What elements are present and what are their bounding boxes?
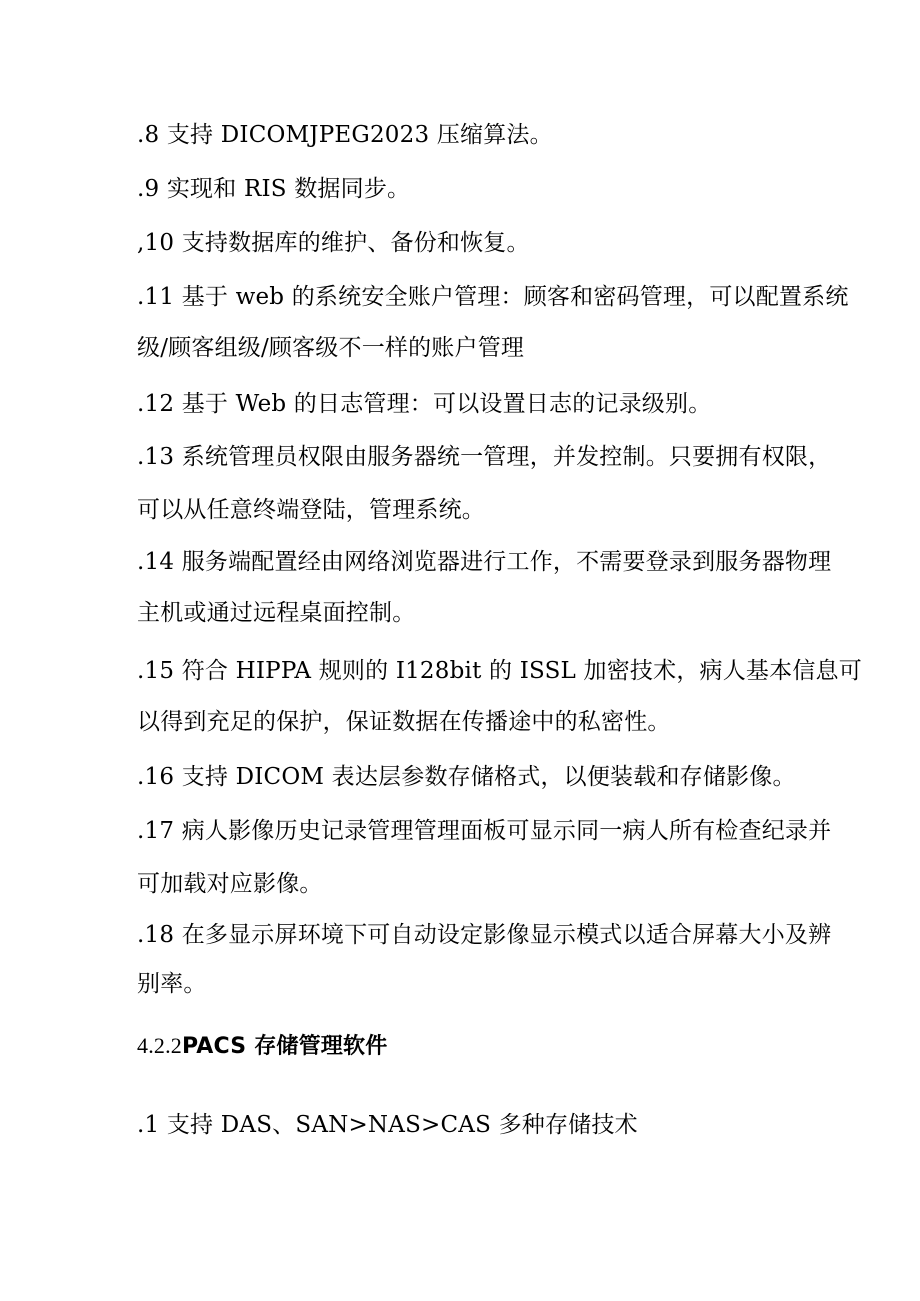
- section-heading: [137, 1031, 387, 1062]
- list-item-13: .13 系统管理员权限由服务器统一管理，并发控制。只要拥有权限，: [137, 444, 832, 470]
- list-item-8: .8 支持 DICOMJPEG2023 压缩算法。: [137, 122, 553, 148]
- list-item-14: .14 服务端配置经由网络浏览器进行工作，不需要登录到服务器物理: [137, 549, 832, 575]
- list-item-18: .18 在多显示屏环境下可自动设定影像显示模式以适合屏幕大小及辨: [137, 922, 832, 948]
- section-list-item-1: .1 支持 DAS、SAN>NAS>CAS 多种存储技术: [137, 1112, 638, 1138]
- list-item-17-cont: 可加载对应影像。: [137, 871, 323, 897]
- section-number: 4.2.2: [137, 1033, 182, 1058]
- list-item-12: .12 基于 Web 的日志管理：可以设置日志的记录级别。: [137, 391, 712, 417]
- list-item-16: .16 支持 DICOM 表达层参数存储格式，以便装载和存储影像。: [137, 764, 796, 790]
- list-item-10: ,10 支持数据库的维护、备份和恢复。: [137, 230, 530, 256]
- list-item-13-cont: 可以从任意终端登陆，管理系统。: [137, 497, 485, 523]
- list-item-11-cont: 级/顾客组级/顾客级不一样的账户管理: [137, 335, 525, 361]
- list-item-9: .9 实现和 RIS 数据同步。: [137, 176, 411, 202]
- list-item-15: .15 符合 HIPPA 规则的 I128bit 的 ISSL 加密技术，病人基本信息可: [137, 658, 862, 684]
- list-item-14-cont: 主机或通过远程桌面控制。: [137, 600, 416, 626]
- section-title: PACS 存储管理软件: [182, 1034, 388, 1059]
- list-item-11: .11 基于 web 的系统安全账户管理：顾客和密码管理，可以配置系统: [137, 284, 849, 310]
- list-item-18-cont: 别率。: [137, 971, 207, 997]
- list-item-17: .17 病人影像历史记录管理管理面板可显示同一病人所有检查纪录并: [137, 818, 832, 844]
- list-item-15-cont: 以得到充足的保护，保证数据在传播途中的私密性。: [137, 709, 671, 735]
